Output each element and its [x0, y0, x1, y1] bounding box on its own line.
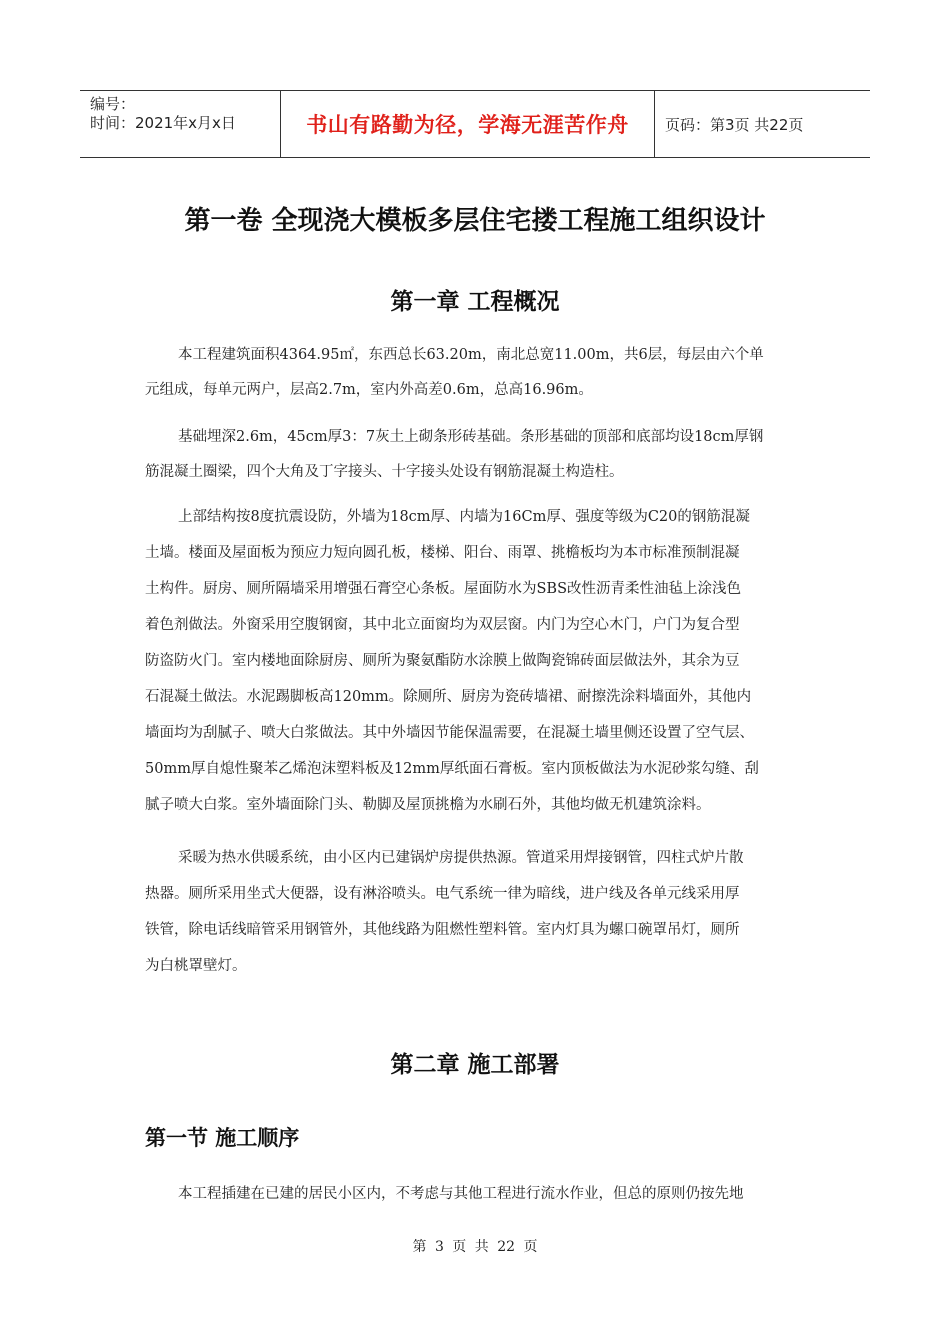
paragraph-line: 土墙。楼面及屋面板为预应力短向圆孔板，楼梯、阳台、雨罩、挑檐板均为本市标准预制混凝 [145, 545, 740, 561]
paragraph-line: 50mm厚自熄性聚苯乙烯泡沫塑料板及12mm厚纸面石膏板。室内顶板做法为水泥砂浆勾缝、刮 [145, 761, 759, 777]
paragraph-line: 热器。厕所采用坐式大便器，设有淋浴喷头。电气系统一律为暗线，进户线及各单元线采用厚 [145, 886, 740, 902]
paragraph-line: 防盗防火门。室内楼地面除厨房、厕所为聚氨酯防水涂膜上做陶瓷锦砖面层做法外，其余为豆 [145, 653, 740, 669]
header-page-info: 页码：第3页 共22页 [665, 115, 804, 134]
page-header [80, 90, 870, 158]
page-footer: 第 3 页 共 22 页 [412, 1239, 538, 1255]
document-time-label: 时间：2021年x月x日 [90, 114, 236, 132]
document-number-label: 编号： [90, 95, 136, 113]
paragraph-line: 铁管，除电话线暗管采用钢管外，其他线路为阻燃性塑料管。室内灯具为螺口碗罩吊灯，厕所 [145, 922, 740, 938]
chapter-1-title: 第一章 工程概况 [390, 289, 560, 315]
paragraph-line: 本工程插建在已建的居民小区内，不考虑与其他工程进行流水作业，但总的原则仍按先地 [178, 1186, 744, 1202]
paragraph-line: 本工程建筑面积4364.95㎡，东西总长63.20m，南北总宽11.00m，共6层，每层由六个单 [178, 347, 764, 363]
paragraph-line: 筋混凝土圈梁，四个大角及丁字接头、十字接头处设有钢筋混凝土构造柱。 [145, 464, 624, 480]
volume-title: 第一卷 全现浇大模板多层住宅搂工程施工组织设计 [184, 206, 766, 236]
header-motto: 书山有路勤为径，学海无涯苦作舟 [281, 91, 655, 157]
paragraph-line: 基础埋深2.6m，45cm厚3：7灰土上砌条形砖基础。条形基础的顶部和底部均设18cm厚钢 [178, 429, 764, 445]
paragraph-line: 墙面均为刮腻子、喷大白浆做法。其中外墙因节能保温需要，在混凝土墙里侧还设置了空气层、 [145, 725, 754, 741]
section-1-title: 第一节 施工顺序 [145, 1126, 300, 1150]
paragraph-line: 腻子喷大白浆。室外墙面除门头、勒脚及屋顶挑檐为水刷石外，其他均做无机建筑涂料。 [145, 797, 711, 813]
paragraph-line: 上部结构按8度抗震设防，外墙为18cm厚、内墙为16Cm厚、强度等级为C20的钢筋混凝 [178, 509, 750, 525]
paragraph-line: 着色剂做法。外窗采用空腹钢窗，其中北立面窗均为双层窗。内门为空心木门，户门为复合型 [145, 617, 740, 633]
paragraph-line: 石混凝土做法。水泥踢脚板高120mm。除厕所、厨房为瓷砖墙裙、耐擦洗涂料墙面外，其他内 [145, 689, 752, 705]
paragraph-line: 土构件。厨房、厕所隔墙采用增强石膏空心条板。屋面防水为SBS改性沥青柔性油毡上涂浅色 [145, 581, 742, 597]
paragraph-line: 元组成，每单元两户，层高2.7m，室内外高差0.6m，总高16.96m。 [145, 382, 593, 398]
paragraph-line: 采暖为热水供暖系统，由小区内已建锅炉房提供热源。管道采用焊接钢管，四柱式炉片散 [178, 850, 744, 866]
paragraph-line: 为白桃罩壁灯。 [145, 958, 247, 974]
header-meta [80, 91, 281, 157]
chapter-2-title: 第二章 施工部署 [390, 1052, 560, 1078]
